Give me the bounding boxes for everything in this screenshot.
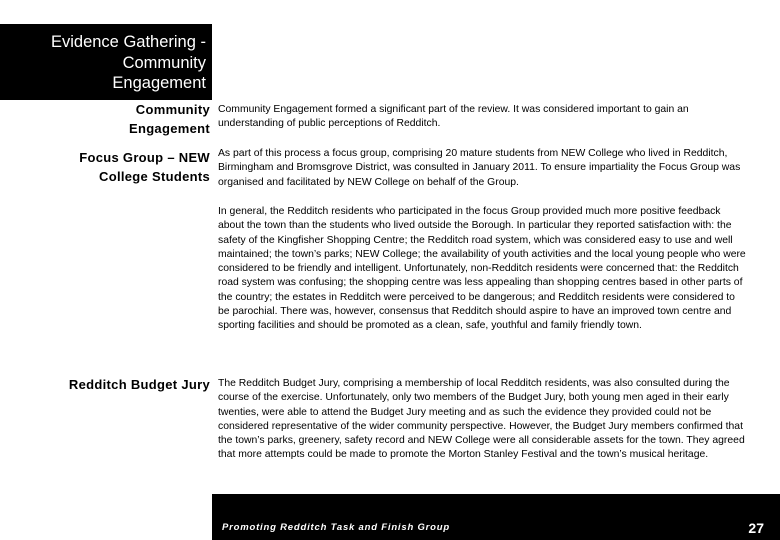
paragraph-focus-group-intro: As part of this process a focus group, comprising 20 mature students from NEW College who lived in Redditch, Birmingham and Bromsgrove District, was consulted in January 2011. To ensure impartiality the Focus Group was organised and facilitated by NEW College on behalf of the Group. [218, 148, 741, 188]
section-heading-community-engagement: Community Engagement [128, 102, 210, 136]
footer-title: Promoting Redditch Task and Finish Group [222, 522, 450, 533]
paragraph-focus-group-findings: In general, the Redditch residents who participated in the focus Group provided much more positive feedback about the town than the students who lived outside the Borough. In particular they reported satisfaction with: the safety of the Kingfisher Shopping Centre; the Redditch road system, which was considered easy to use and well maintained; the town’s parks; NEW College; the availability of youth activities and the local young people who were considered to be friendly and intelligent. Unfortunately, non-Redditch residents were concerned that: the Redditch road system was confusing; the shopping centre was less appealing than shopping centres based in other parts of the country; the estates in Redditch were perceived to be dangerous; and Redditch residents were considered to be parochial. There was, however, consensus that Redditch should aspire to have an improved town centre and sporting facilities and should be promoted as a clean, safe, youthful and family friendly town. [218, 206, 746, 332]
page-title: Evidence Gathering - Community Engagement [0, 24, 212, 100]
footer-bar [212, 494, 780, 540]
section-heading-focus-group: Focus Group – NEW College Students [79, 150, 210, 184]
section-heading-budget-jury: Redditch Budget Jury [68, 377, 210, 392]
paragraph-community-engagement: Community Engagement formed a significant part of the review. It was considered important to gain an understanding of public perceptions of Redditch. [218, 104, 689, 130]
page-number: 27 [748, 520, 764, 536]
paragraph-budget-jury: The Redditch Budget Jury, comprising a membership of local Redditch residents, was also consulted during the course of the exercise. Unfortunately, only two members of the Budget Jury, both young men aged in their early twenties, were able to attend the Budget Jury meeting and as such the evidence they provided could not be considered representative of the wider community perspective. However, the Budget Jury members confirmed that the town’s parks, greenery, safety record and NEW College were all considerable assets for the town. They agreed that more attempts could be made to promote the Morton Stanley Festival and the town’s musical heritage. [218, 378, 745, 461]
